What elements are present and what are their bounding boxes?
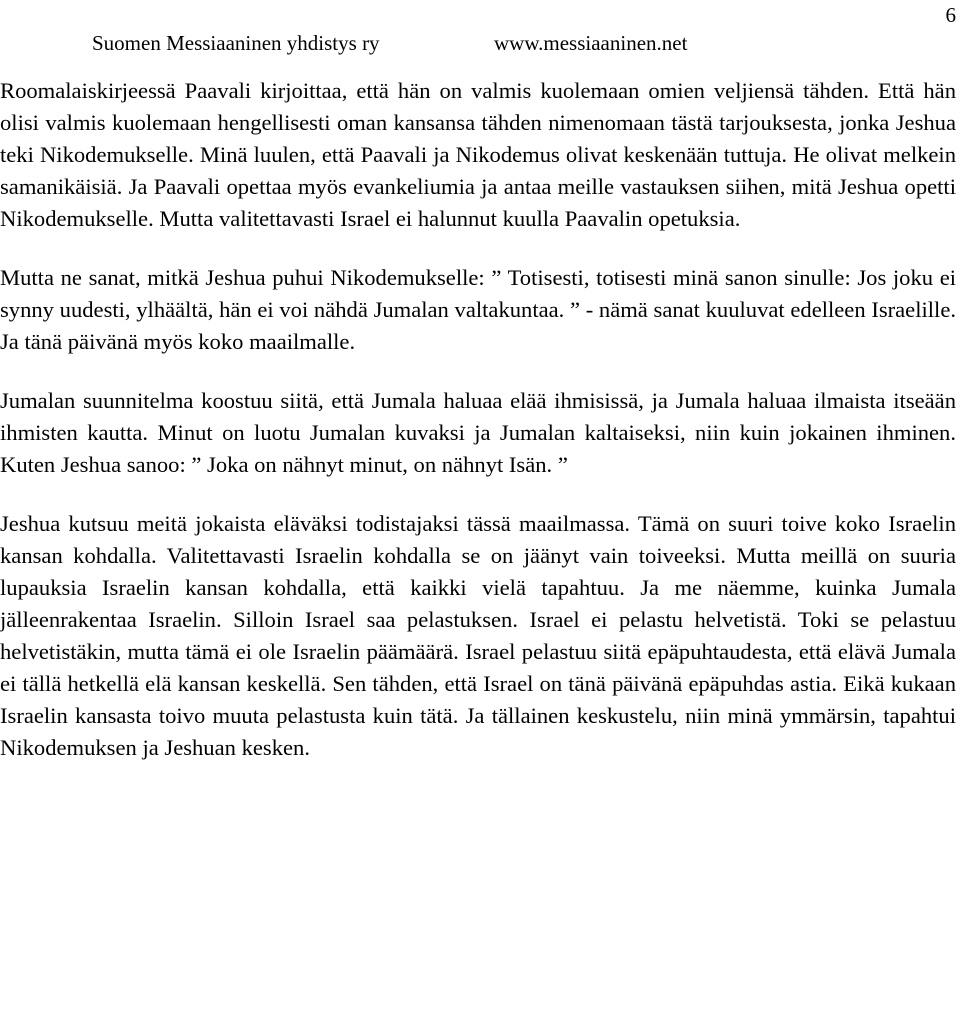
paragraph-1: Roomalaiskirjeessä Paavali kirjoittaa, että hän on valmis kuolemaan omien veljiensä tähden. Että hän olisi valmis kuolemaan hengellisesti oman kansansa tähden nimenomaan tästä tarjouksesta, jonka Jeshua teki Nikodemukselle. Minä luulen, että Paavali ja Nikodemus olivat keskenään tuttuja. He olivat melkein samanikäisiä. Ja Paavali opettaa myös evankeliumia ja antaa meille vastauksen siihen, mitä Jeshua opetti Nikodemukselle. Mutta valitettavasti Israel ei halunnut kuulla Paavalin opetuksia. (0, 78, 956, 231)
paragraph-4: Jeshua kutsuu meitä jokaista eläväksi todistajaksi tässä maailmassa. Tämä on suuri toive koko Israelin kansan kohdalla. Valitettavasti Israelin kohdalla se on jäänyt vain toiveeksi. Mutta meillä on suuria lupauksia Israelin kansan kohdalla, että kaikki vielä tapahtuu. Ja me näemme, kuinka Jumala jälleenrakentaa Israelin. Silloin Israel saa pelastuksen. Israel ei pelastu helvetistä. Toki se pelastuu helvetistäkin, mutta tämä ei ole Israelin päämäärä. Israel pelastuu siitä epäpuhtaudesta, että elävä Jumala ei tällä hetkellä elä kansan keskellä. Sen tähden, että Israel on tänä päivänä epäpuhdas astia. Eikä kukaan Israelin kansasta toivo muuta pelastusta kuin tätä. Ja tällainen keskustelu, niin minä ymmärsin, tapahtui Nikodemuksen ja Jeshuan kesken. (0, 511, 956, 760)
page-number: 6 (945, 3, 956, 27)
paragraph-2: Mutta ne sanat, mitkä Jeshua puhui Nikodemukselle: ” Totisesti, totisesti minä sanon sinulle: Jos joku ei synny uudesti, ylhäältä, hän ei voi nähdä Jumalan valtakuntaa. ” - nämä sanat kuuluvat edelleen Israelille. Ja tänä päivänä myös koko maailmalle. (0, 265, 956, 354)
page-header (92, 28, 920, 58)
paragraph-3: Jumalan suunnitelma koostuu siitä, että Jumala haluaa elää ihmisissä, ja Jumala haluaa ilmaista itseään ihmisten kautta. Minut on luotu Jumalan kuvaksi ja Jumalan kaltaiseksi, niin kuin jokainen ihminen. Kuten Jeshua sanoo: ” Joka on nähnyt minut, on nähnyt Isän. ” (0, 388, 956, 477)
header-website: www.messiaaninen.net (494, 31, 688, 55)
header-organization: Suomen Messiaaninen yhdistys ry (92, 31, 380, 55)
document-body (0, 75, 956, 791)
